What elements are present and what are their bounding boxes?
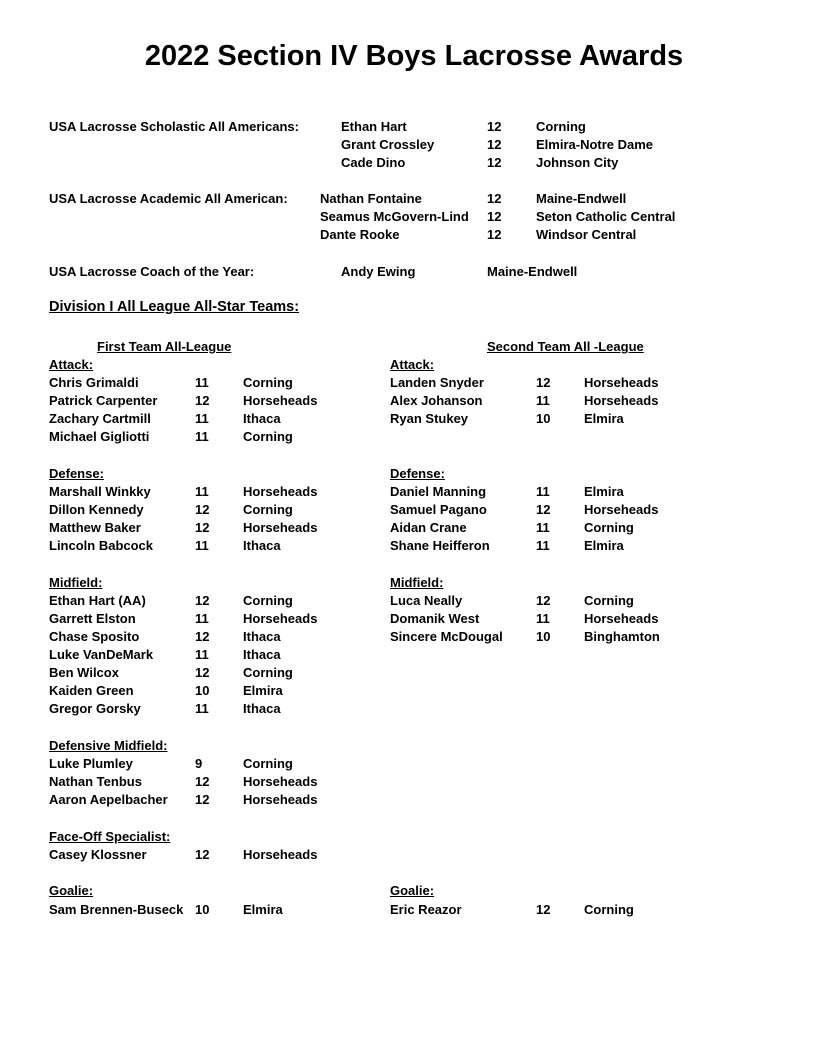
player-grade: 11 [536, 520, 550, 535]
player-name: Luca Neally [390, 593, 463, 608]
player-grade: 11 [195, 375, 209, 390]
division-heading: Division I All League All-Star Teams: [49, 299, 300, 315]
player-grade: 11 [536, 393, 550, 408]
player-grade: 11 [195, 538, 209, 553]
player-name: Alex Johanson [390, 393, 483, 408]
player-school: Horseheads [584, 611, 659, 626]
academic-name: Nathan Fontaine [320, 191, 422, 206]
player-grade: 10 [536, 411, 551, 426]
section-label-attack: Attack: [390, 357, 435, 372]
player-school: Elmira [584, 538, 624, 553]
player-name: Shane Heifferon [390, 538, 490, 553]
player-grade: 12 [536, 593, 551, 608]
section-label-faceoff: Face-Off Specialist: [49, 829, 171, 844]
player-school: Horseheads [584, 502, 659, 517]
page-title: 2022 Section IV Boys Lacrosse Awards [144, 40, 684, 72]
player-name: Ethan Hart (AA) [49, 593, 146, 608]
player-name: Patrick Carpenter [49, 393, 158, 408]
academic-school: Maine-Endwell [536, 191, 627, 206]
player-grade: 12 [536, 375, 551, 390]
player-grade: 11 [195, 701, 209, 716]
scholastic-grade: 12 [487, 155, 502, 170]
player-grade: 12 [536, 502, 551, 517]
player-school: Horseheads [584, 393, 659, 408]
academic-grade: 12 [487, 191, 502, 206]
academic-name: Dante Rooke [320, 227, 400, 242]
player-name: Marshall Winkky [49, 484, 151, 499]
player-grade: 12 [195, 520, 210, 535]
player-grade: 12 [536, 902, 551, 917]
player-grade: 10 [195, 683, 210, 698]
player-school: Ithaca [243, 411, 281, 426]
player-school: Ithaca [243, 701, 281, 716]
academic-school: Seton Catholic Central [536, 209, 676, 224]
player-school: Horseheads [243, 611, 318, 626]
academic-grade: 12 [487, 227, 502, 242]
player-grade: 12 [195, 792, 210, 807]
player-name: Nathan Tenbus [49, 774, 142, 789]
scholastic-school: Elmira-Notre Dame [536, 137, 654, 152]
player-grade: 12 [195, 393, 210, 408]
player-name: Sincere McDougal [390, 629, 503, 644]
academic-grade: 12 [487, 209, 502, 224]
player-name: Garrett Elston [49, 611, 136, 626]
academic-school: Windsor Central [536, 227, 637, 242]
player-grade: 12 [195, 847, 210, 862]
player-grade: 11 [195, 411, 209, 426]
section-label-goalie: Goalie: [49, 883, 94, 898]
player-school: Horseheads [243, 774, 318, 789]
scholastic-name: Grant Crossley [341, 137, 435, 152]
player-school: Horseheads [243, 393, 318, 408]
section-label-midfield: Midfield: [49, 575, 103, 590]
player-grade: 11 [536, 484, 550, 499]
player-name: Zachary Cartmill [49, 411, 151, 426]
first-team-heading: First Team All-League [97, 339, 232, 354]
player-school: Corning [584, 593, 634, 608]
player-grade: 12 [195, 593, 210, 608]
section-label-defensive-midfield: Defensive Midfield: [49, 738, 168, 753]
scholastic-name: Cade Dino [341, 155, 406, 170]
player-name: Kaiden Green [49, 683, 134, 698]
player-grade: 12 [195, 774, 210, 789]
player-name: Sam Brennen-Buseck [49, 902, 184, 917]
player-name: Lincoln Babcock [49, 538, 154, 553]
player-school: Elmira [584, 411, 624, 426]
player-name: Domanik West [390, 611, 480, 626]
player-grade: 11 [195, 611, 209, 626]
player-grade: 10 [536, 629, 551, 644]
player-name: Landen Snyder [390, 375, 484, 390]
player-school: Ithaca [243, 647, 281, 662]
player-name: Dillon Kennedy [49, 502, 144, 517]
player-school: Corning [243, 756, 293, 771]
scholastic-grade: 12 [487, 119, 502, 134]
player-name: Aidan Crane [390, 520, 467, 535]
player-name: Ben Wilcox [49, 665, 119, 680]
player-grade: 10 [195, 902, 210, 917]
player-school: Elmira [243, 683, 283, 698]
player-name: Eric Reazor [390, 902, 462, 917]
player-grade: 12 [195, 502, 210, 517]
section-label-attack: Attack: [49, 357, 94, 372]
player-school: Elmira [584, 484, 624, 499]
scholastic-school: Johnson City [536, 155, 619, 170]
section-label-defense: Defense: [49, 466, 104, 481]
player-grade: 11 [536, 538, 550, 553]
player-grade: 11 [195, 647, 209, 662]
player-name: Luke Plumley [49, 756, 133, 771]
player-name: Chase Sposito [49, 629, 140, 644]
second-team-heading: Second Team All -League [487, 339, 644, 354]
section-label-goalie: Goalie: [390, 883, 435, 898]
academic-name: Seamus McGovern-Lind [320, 209, 469, 224]
player-school: Corning [243, 375, 293, 390]
scholastic-grade: 12 [487, 137, 502, 152]
player-grade: 9 [195, 756, 203, 771]
player-school: Horseheads [243, 792, 318, 807]
player-grade: 12 [195, 665, 210, 680]
player-school: Elmira [243, 902, 283, 917]
section-label-defense: Defense: [390, 466, 445, 481]
player-grade: 12 [195, 629, 210, 644]
player-name: Aaron Aepelbacher [49, 792, 168, 807]
player-school: Horseheads [584, 375, 659, 390]
coach-school: Maine-Endwell [487, 264, 578, 279]
player-name: Matthew Baker [49, 520, 141, 535]
player-school: Ithaca [243, 629, 281, 644]
player-grade: 11 [195, 484, 209, 499]
player-school: Binghamton [584, 629, 660, 644]
player-name: Casey Klossner [49, 847, 147, 862]
player-grade: 11 [536, 611, 550, 626]
player-school: Corning [243, 665, 293, 680]
player-name: Michael Gigliotti [49, 429, 150, 444]
scholastic-school: Corning [536, 119, 586, 134]
player-name: Chris Grimaldi [49, 375, 139, 390]
player-name: Samuel Pagano [390, 502, 487, 517]
player-school: Corning [243, 593, 293, 608]
player-name: Luke VanDeMark [49, 647, 154, 662]
player-school: Horseheads [243, 847, 318, 862]
coach-label: USA Lacrosse Coach of the Year: [49, 264, 255, 279]
player-name: Gregor Gorsky [49, 701, 141, 716]
player-school: Corning [243, 429, 293, 444]
player-school: Corning [243, 502, 293, 517]
coach-name: Andy Ewing [341, 264, 416, 279]
player-school: Horseheads [243, 484, 318, 499]
academic-label: USA Lacrosse Academic All American: [49, 191, 288, 206]
player-name: Ryan Stukey [390, 411, 469, 426]
section-label-midfield: Midfield: [390, 575, 444, 590]
player-name: Daniel Manning [390, 484, 487, 499]
player-school: Ithaca [243, 538, 281, 553]
player-school: Horseheads [243, 520, 318, 535]
player-school: Corning [584, 520, 634, 535]
scholastic-name: Ethan Hart [341, 119, 407, 134]
scholastic-label: USA Lacrosse Scholastic All Americans: [49, 119, 299, 134]
player-school: Corning [584, 902, 634, 917]
player-grade: 11 [195, 429, 209, 444]
